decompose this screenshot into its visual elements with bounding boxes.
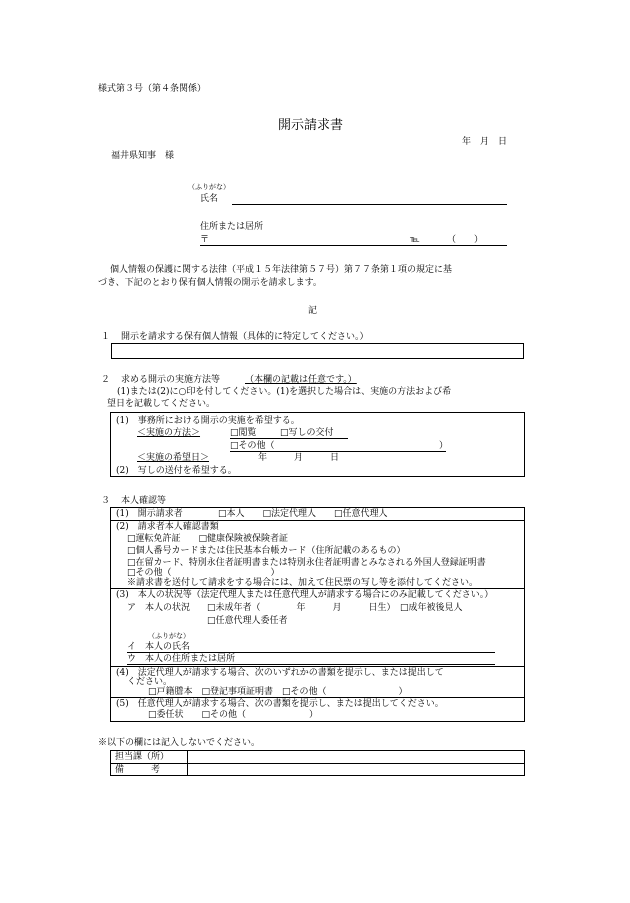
option1-onsite[interactable]: (1) 事務所における開示の実施を希望する。 bbox=[116, 416, 300, 426]
address-label: 住所または居所 bbox=[200, 222, 264, 232]
section2-note-2: 望日を記載してください。 bbox=[107, 399, 216, 409]
section1-title: 開示を請求する保有個人情報（具体的に特定してください。） bbox=[121, 332, 369, 342]
date-label: ＜実施の希望日＞ bbox=[137, 453, 210, 463]
method-view-checkbox[interactable]: □閲覧 bbox=[230, 428, 257, 438]
option2-mail[interactable]: (2) 写しの送付を希望する。 bbox=[116, 466, 237, 476]
principal-status-options-2[interactable]: □任意代理人委任者 bbox=[207, 616, 288, 626]
furigana-label: （ふりがな） bbox=[188, 183, 230, 191]
date-fields[interactable]: 年 月 日 bbox=[258, 453, 340, 463]
section1-input-box[interactable] bbox=[111, 343, 524, 359]
name-label: 氏名 bbox=[200, 194, 219, 204]
office-table-row-divider bbox=[110, 763, 525, 764]
section1-number: １ bbox=[101, 332, 111, 342]
section2-title: 求める開示の実施方法等 bbox=[121, 375, 221, 385]
id-docs-option-3[interactable]: □在留カード、特別永住者証明書または特別永住者証明書とみなされる外国人登録証明書 bbox=[127, 558, 486, 568]
addressee: 福井県知事 様 bbox=[111, 151, 175, 161]
principal-status-label: (3) 本人の状況等（法定代理人または任意代理人が請求する場合にのみ記載してください。） bbox=[116, 590, 494, 600]
section2-title-note: （本欄の記載は任意です。） bbox=[245, 375, 357, 385]
principal-status-options[interactable]: □未成年者（ 年 月 日生） □成年被後見人 bbox=[207, 603, 463, 613]
id-docs-label: (2) 請求者本人確認書類 bbox=[116, 522, 219, 532]
principal-furigana: （ふりがな） bbox=[148, 632, 190, 640]
method-copy-checkbox[interactable]: □写しの交付 bbox=[280, 428, 334, 438]
office-table-row-1-label: 担当課（所） bbox=[115, 752, 170, 762]
legal-agent-docs-line-1: (4) 法定代理人が請求する場合、次のいずれかの書類を提示し、または提出して bbox=[116, 668, 444, 678]
method-other-checkbox[interactable]: □その他（ bbox=[230, 441, 275, 451]
footer-note: ※以下の欄には記入しないでください。 bbox=[98, 738, 261, 748]
page-title: 開示請求書 bbox=[278, 118, 344, 133]
id-docs-option-1[interactable]: □運転免許証 □健康保険被保険者証 bbox=[127, 534, 289, 544]
tel-paren: （ ） bbox=[447, 235, 484, 245]
principal-status-a: ア 本人の状況 bbox=[127, 603, 191, 613]
principal-name-label: イ 本人の氏名 bbox=[127, 642, 191, 652]
principal-address-label: ウ 本人の住所または居所 bbox=[127, 654, 236, 664]
address-input-line[interactable] bbox=[200, 245, 507, 246]
tel-mark: ℡ bbox=[410, 235, 420, 245]
legal-agent-docs-options[interactable]: □戸籍謄本 □登記事項証明書 □その他（ ） bbox=[148, 687, 408, 697]
legal-agent-docs-line-2: ください。 bbox=[127, 677, 173, 687]
method-other-close: ） bbox=[439, 441, 449, 451]
requester-label: (1) 開示請求者 bbox=[116, 509, 183, 519]
ki-label: 記 bbox=[308, 306, 318, 316]
intro-line-2: づき、下記のとおり保有個人情報の開示を請求します。 bbox=[98, 278, 322, 288]
principal-address-input-line[interactable] bbox=[127, 664, 495, 665]
section3-title: 本人確認等 bbox=[121, 496, 167, 506]
intro-line-1: 個人情報の保護に関する法律（平成１５年法律第５７号）第７７条第１項の規定に基 bbox=[110, 265, 453, 275]
voluntary-agent-docs-line: (5) 任意代理人が請求する場合、次の書類を提示し、または提出してください。 bbox=[116, 699, 444, 709]
form-number: 様式第３号（第４条関係） bbox=[98, 84, 207, 94]
office-table-row-2-label: 備 考 bbox=[115, 765, 161, 775]
office-table-col-divider bbox=[187, 750, 188, 776]
name-input-line[interactable] bbox=[232, 204, 507, 205]
id-docs-option-2[interactable]: □個人番号カードまたは住民基本台帳カード（住所記載のあるもの） bbox=[127, 546, 406, 556]
section2-note-1: (1)または(2)に○印を付してください。(1)を選択した場合は、実施の方法および希 bbox=[117, 387, 452, 397]
id-docs-note: ※請求書を送付して請求をする場合には、加えて住民票の写し等を添付してください。 bbox=[127, 578, 479, 588]
method-label: ＜実施の方法＞ bbox=[137, 428, 201, 438]
voluntary-agent-docs-options[interactable]: □委任状 □その他（ ） bbox=[148, 710, 319, 720]
id-docs-option-other[interactable]: □その他（ ） bbox=[127, 568, 280, 578]
section3-number: ３ bbox=[101, 496, 111, 506]
requester-options[interactable]: □本人 □法定代理人 □任意代理人 bbox=[218, 509, 388, 519]
date-line: 年 月 日 bbox=[462, 137, 508, 147]
method-underline bbox=[230, 438, 348, 439]
postal-mark: 〒 bbox=[200, 235, 210, 245]
section2-number: ２ bbox=[101, 375, 111, 385]
